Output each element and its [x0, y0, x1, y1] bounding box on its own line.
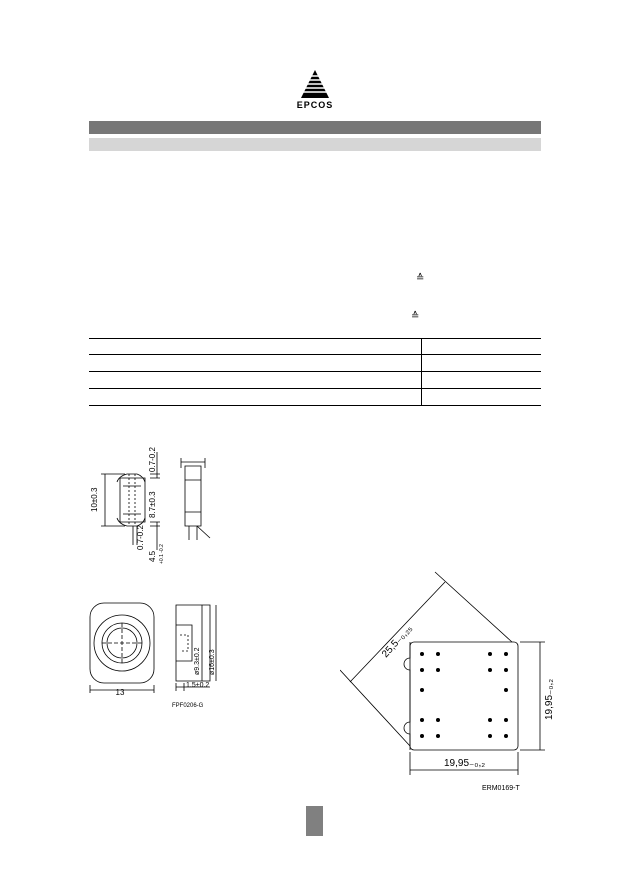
drawing-code-label: FPF0206-G [172, 703, 204, 709]
table-rule [89, 354, 541, 355]
header-bar-dark [89, 121, 541, 134]
dim-top-label: 0.7-0.2 [148, 447, 157, 472]
table-column-divider [421, 338, 422, 406]
drawing-code-label: ERM0169-T [482, 785, 520, 792]
drawing-footprint [340, 570, 560, 800]
dim-bottom-label: 0.7-0.2 [136, 525, 145, 550]
corresponds-symbol-1: ≙ [416, 273, 425, 284]
dim-mid-label: 8.7±0.3 [148, 491, 157, 518]
page-tab [306, 806, 323, 836]
table-rule [89, 388, 541, 389]
drawing-top-view [80, 595, 230, 715]
brand-name: EPCOS [296, 100, 334, 110]
dim-diagonal-label: 25,5₋₀,₂₅ [380, 623, 415, 661]
dim-width-label: 13 [115, 688, 125, 697]
dim-width-label: 19,95₋₀,₂ [444, 758, 486, 769]
dim-inner-dia-label: ø9.3±0.2 [194, 647, 201, 675]
drawing-side-view [85, 440, 230, 565]
header-bar-light [89, 138, 541, 151]
dim-outer-dia-label: ø16±0.3 [209, 649, 216, 675]
epcos-logo-icon [296, 68, 334, 100]
dim-height-label: 10±0.3 [90, 487, 99, 512]
table-rule-top [89, 338, 541, 339]
corresponds-symbol-2: ≙ [411, 311, 420, 322]
dim-height-label: 19,95₋₀,₂ [544, 678, 555, 720]
dim-pin-tolerance-label: +0.1 -0.2 [159, 544, 165, 564]
footprint-pad-markers [420, 652, 508, 738]
table-rule-bottom [89, 405, 541, 406]
dim-side-label: 1.5±0.2 [186, 682, 210, 689]
dim-pin-label: 4.5 [148, 550, 157, 562]
table-rule [89, 371, 541, 372]
